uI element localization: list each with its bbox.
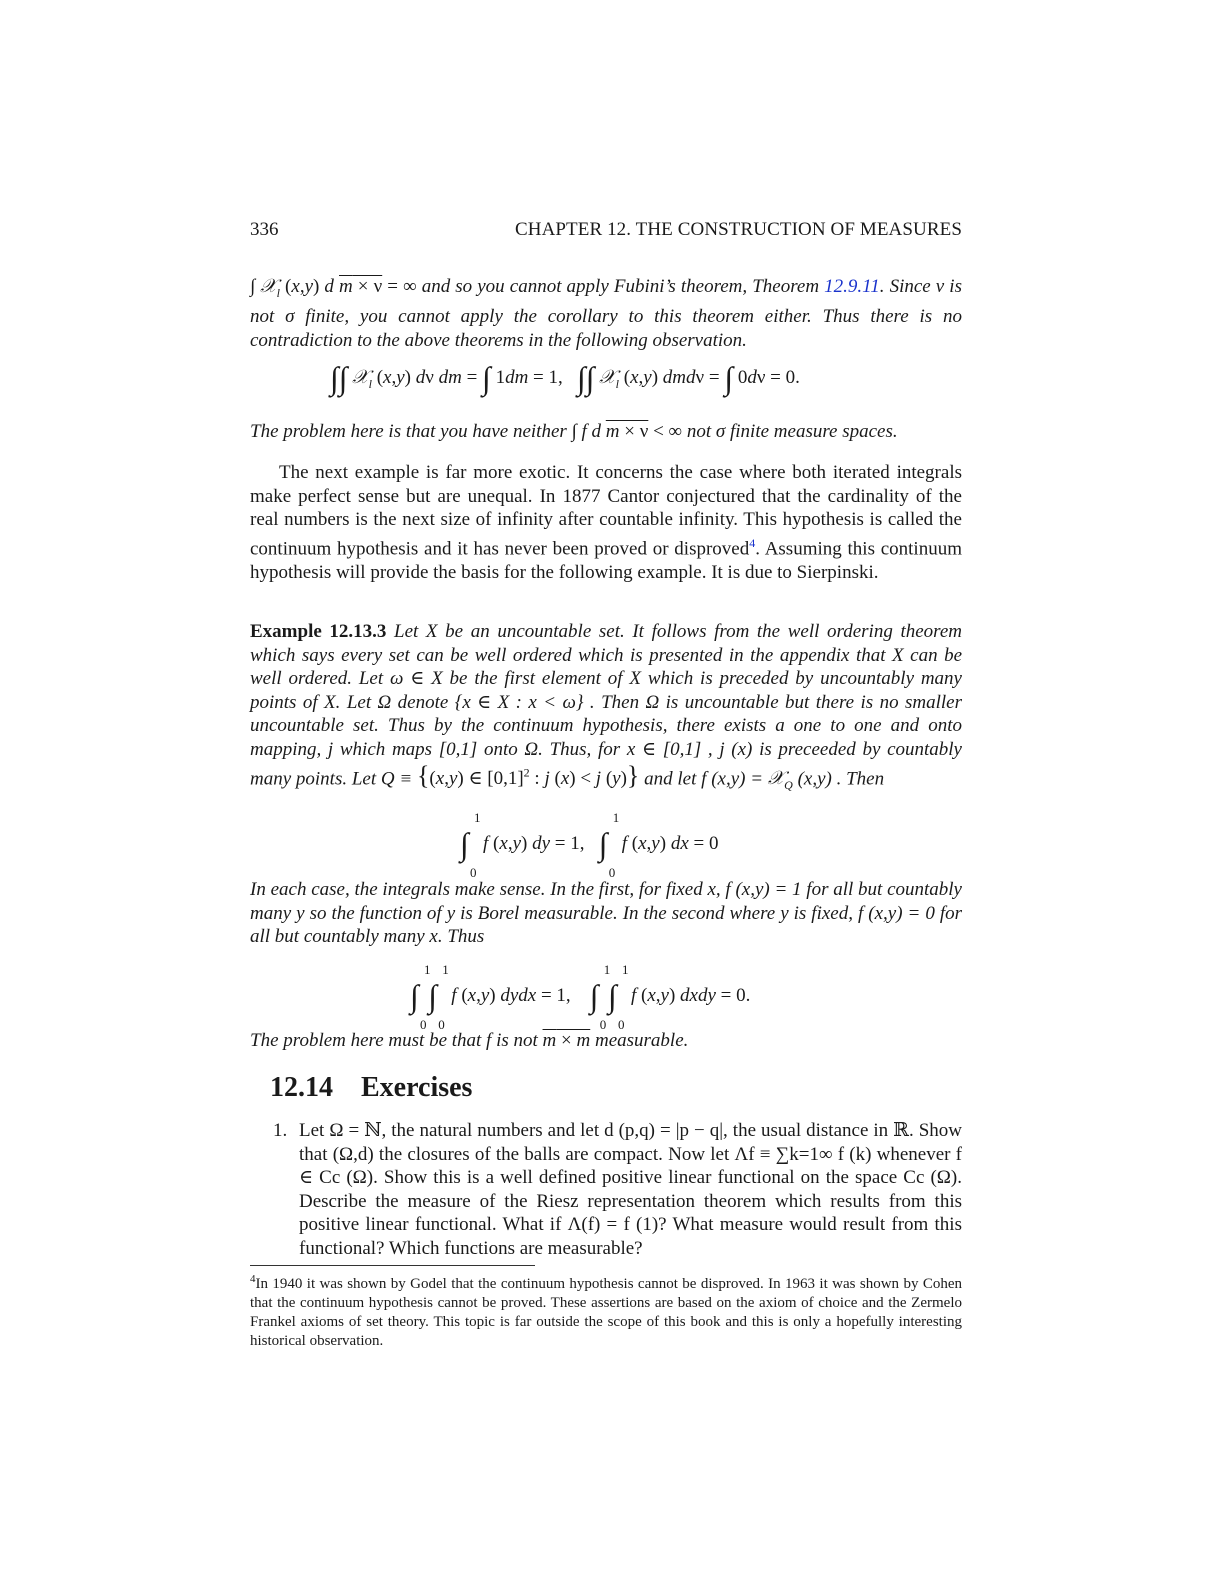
section-heading (270, 1072, 472, 1104)
footnote-mark: 4 (250, 1273, 256, 1285)
exercise-list (250, 1119, 962, 1261)
paragraph-problem: The problem here is that you have neither ∫ f d m × ν < ∞ not σ finite measure spaces. (250, 421, 898, 442)
equation-single-integrals: ∫ 1 0 f (x,y) dy = 1, ∫ 1 0 f (x,y) dx = 0 (460, 810, 719, 880)
exercise-item (250, 1119, 962, 1261)
equation-double-integrals: ∫ 1 0 ∫ 1 0 f (x,y) dydx = 1, ∫ 1 0 ∫ 1 0 f (x,y) dxdy = 0. (410, 962, 751, 1032)
paragraph-not-measurable: The problem here must be that f is not m × m measurable. (250, 1030, 689, 1051)
section-title: Exercises (361, 1072, 473, 1103)
chapter-title: CHAPTER 12. THE CONSTRUCTION OF MEASURES (514, 219, 962, 240)
section-number: 12.14 (270, 1072, 333, 1103)
example-block: Example 12.13.3 Let X be an uncountable set. It follows from the well ordering theorem which says every set can be well ordered which is presented in the appendix that X can be well ordered. Let ω ∈ X be the first element of X which is preceded by uncountably many points of X. Let Ω denote {x ∈ X : x < ω} . Then Ω is uncountable but there is no smaller uncountable set. Thus by the continuum hypothesis, there exists a one to one and onto mapping, j which maps [0,1] onto Ω. Thus, for x ∈ [0,1] , j (x) is preceeded by countably many points. Let Q ≡ {(x,y) ∈ $[0,1]^2$ : j (x) < j (y)} and let f (x,y) = 𝒳$_Q$ (x,y) . Then (250, 621, 962, 792)
page-number: 336 (250, 219, 279, 240)
para5-text-b: measurable. (590, 1030, 689, 1051)
exercise-number: 1. (273, 1120, 288, 1141)
footnote-ref[interactable]: 4 (749, 535, 756, 550)
para4-text: In each case, the integrals make sense. In the first, for fixed x, f (x,y) = 1 for all but countably many y so the function of y is Borel measurable. In the second where y is fixed, f (x,y) = 0 for all but countably many x. Thus (250, 879, 962, 948)
paragraph-integrals-make-sense (250, 878, 962, 949)
exercise-text: Let Ω = ℕ, the natural numbers and let d (p,q) = |p − q|, the usual distance in ℝ. Show that (Ω,d) the closures of the balls are compact. Now let Λf ≡ ∑k=1∞ f (k) whenever f ∈ Cc (Ω). Show this is a well defined positive linear functional on the space Cc (Ω). Describe the measure of the Riesz representation theorem which results from this positive linear functional. What if Λ(f) = f (1)? What measure would result from this functional? Which functions are measurable? (299, 1120, 962, 1259)
equation-iterated-integrals: ∫∫ 𝒳$_l$ (x,y) dν dm = ∫ 1dm = 1, ∫∫ 𝒳$_l$ (x,y) dmdν = ∫ 0dν = 0. (330, 360, 800, 396)
theorem-link[interactable]: 12.9.11 (824, 276, 880, 297)
inline-integral: ∫ 𝒳$_l$ (x,y) d m × ν = ∞ (250, 276, 417, 300)
para5-text-a: The problem here must be that f is not (250, 1030, 543, 1051)
example-label: Example 12.13.3 (250, 621, 387, 642)
para1-text-b: . Since ν is not σ finite, you cannot apply the corollary to this theorem either. Thus there is no contradiction to the above theorems in the following observation. (250, 276, 962, 351)
paragraph-fubini (250, 275, 962, 353)
paragraph-cantor (250, 461, 962, 584)
example-text: Let X be an uncountable set. It follows from the well ordering theorem which says every set can be well ordered which is presented in the appendix that X can be well ordered. Let ω ∈ X be the first element of X which is preceded by uncountably many points of X. Let Ω denote {x ∈ X : x < ω} . Then Ω is uncountable but there is no smaller uncountable set. Thus by the continuum hypothesis, there exists a one to one and onto mapping, j which maps [0,1] onto Ω. Thus, for x ∈ [0,1] , j (x) is preceeded by countably many points. Let Q ≡ (250, 621, 962, 789)
para3-text-a: The next example is far more exotic. It concerns the case where both iterated integrals make perfect sense but are unequal. In 1877 Cantor conjectured that the cardinality of the real numbers is the next size of infinity after countable infinity. This hypothesis is called the continuum hypothesis and it has never been proved or disproved (250, 462, 962, 560)
para2-text-b: not σ finite measure spaces. (682, 421, 898, 442)
footnote-text: In 1940 it was shown by Godel that the continuum hypothesis cannot be disproved. In 1963 it was shown by Cohen that the continuum hypothesis cannot be proved. These assertions are based on the axiom of choice and the Zermelo Frankel axioms of set theory. This topic is far outside the scope of this book and this is only a hopefully interesting historical observation. (250, 1276, 962, 1349)
footnote-rule (250, 1265, 535, 1266)
para2-text-a: The problem here is that you have neither (250, 421, 572, 442)
para1-text-a: and so you cannot apply Fubini’s theorem, Theorem (416, 276, 825, 297)
para3-text-b: . Assuming this continuum hypothesis will provide the basis for the following example. It is due to Sierpinski. (250, 538, 962, 583)
footnote (250, 1270, 962, 1351)
